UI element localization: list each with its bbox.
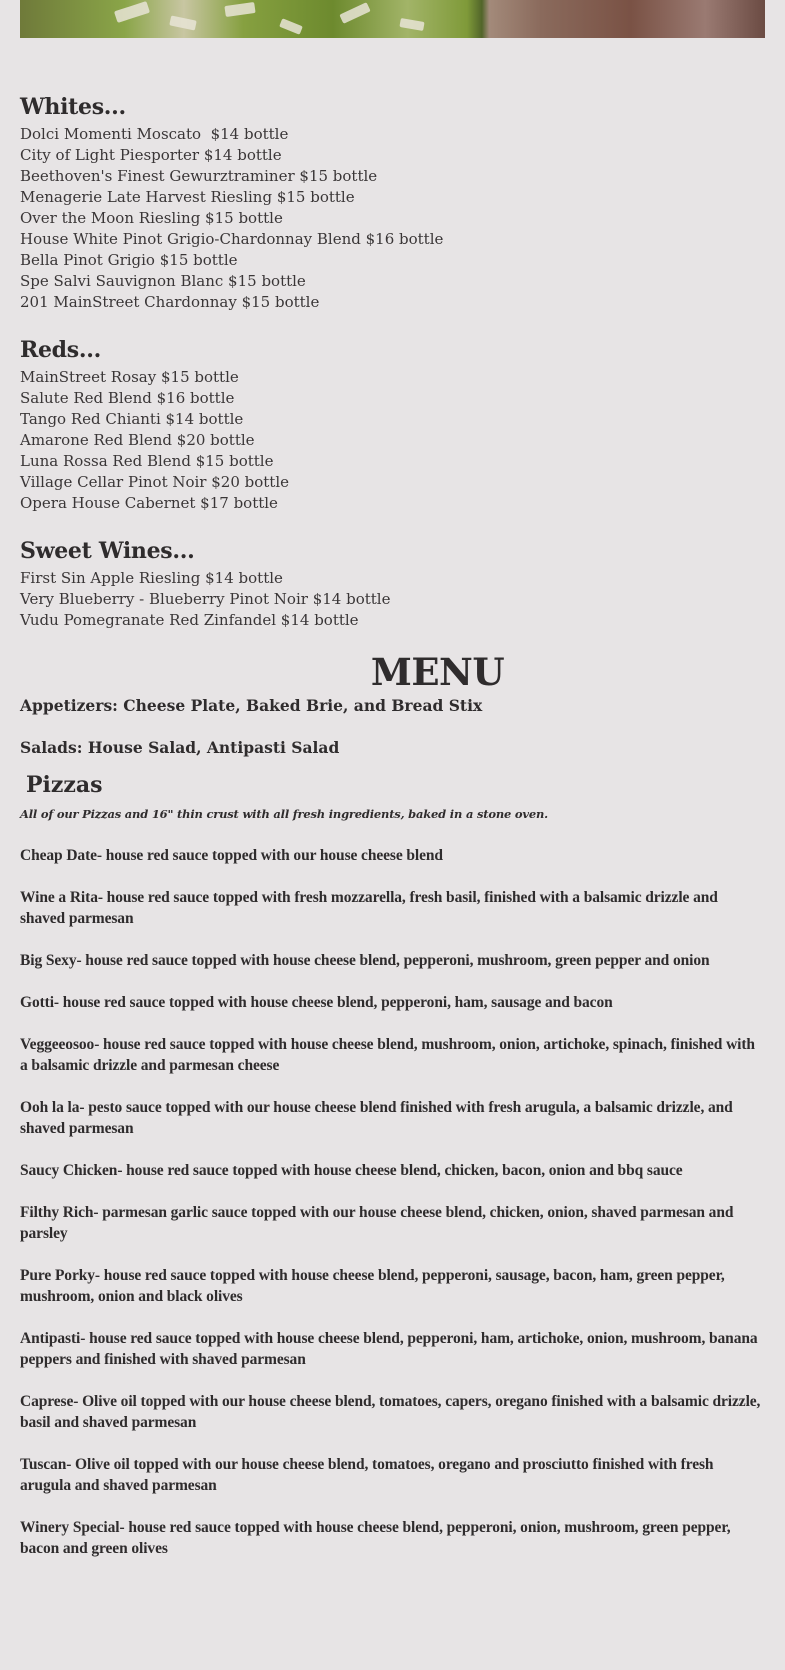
sweet-wines-section [20, 534, 765, 631]
sweet-wines-list [20, 568, 765, 631]
pizza-item: Tuscan- Olive oil topped with our house cheese blend, tomatoes, oregano and prosciutto finished with fresh arugula and shaved parmesan [20, 1456, 714, 1494]
reds-heading: Reds... [20, 337, 101, 363]
pizza-item: Filthy Rich- parmesan garlic sauce topped with our house cheese blend, chicken, onion, shaved parmesan and parsley [20, 1204, 734, 1242]
pizza-item: Pure Porky- house red sauce topped with house cheese blend, pepperoni, sausage, bacon, ham, green pepper, mushroom, onion and black olives [20, 1267, 725, 1305]
whites-section [20, 90, 765, 313]
reds-section [20, 333, 765, 514]
wine-item: Spe Salvi Sauvignon Blanc $15 bottle [20, 272, 306, 290]
wine-item: Salute Red Blend $16 bottle [20, 389, 235, 407]
pizza-list [20, 845, 765, 1559]
wine-item: House White Pinot Grigio-Chardonnay Blend $16 bottle [20, 230, 444, 248]
wine-item: Village Cellar Pinot Noir $20 bottle [20, 473, 290, 491]
wine-item: Over the Moon Riesling $15 bottle [20, 209, 283, 227]
wine-item: Very Blueberry - Blueberry Pinot Noir $14 bottle [20, 590, 391, 608]
pizza-item: Antipasti- house red sauce topped with house cheese blend, pepperoni, ham, artichoke, onion, mushroom, banana peppers and finished with shaved parmesan [20, 1330, 758, 1368]
wine-item: Vudu Pomegranate Red Zinfandel $14 bottle [20, 611, 359, 629]
reds-list [20, 367, 765, 514]
appetizers-line: Appetizers: Cheese Plate, Baked Brie, and Bread Stix [20, 696, 483, 715]
pizza-item: Caprese- Olive oil topped with our house cheese blend, tomatoes, capers, oregano finished with a balsamic drizzle, basil and shaved parmesan [20, 1393, 761, 1431]
pizza-item: Cheap Date- house red sauce topped with our house cheese blend [20, 847, 443, 864]
wine-item: Beethoven's Finest Gewurztraminer $15 bottle [20, 167, 378, 185]
wine-item: MainStreet Rosay $15 bottle [20, 368, 239, 386]
pizza-item: Big Sexy- house red sauce topped with house cheese blend, pepperoni, mushroom, green pepper and onion [20, 952, 710, 969]
pizzas-heading: Pizzas [26, 772, 103, 798]
pizza-item: Winery Special- house red sauce topped with house cheese blend, pepperoni, onion, mushroom, green pepper, bacon and green olives [20, 1519, 731, 1557]
hero-image [20, 0, 765, 38]
wine-item: Opera House Cabernet $17 bottle [20, 494, 278, 512]
whites-list [20, 124, 765, 313]
wine-item: First Sin Apple Riesling $14 bottle [20, 569, 283, 587]
pizza-item: Wine a Rita- house red sauce topped with fresh mozzarella, fresh basil, finished with a balsamic drizzle and shaved parmesan [20, 889, 718, 927]
wine-item: Dolci Momenti Moscato $14 bottle [20, 125, 289, 143]
pizza-item: Veggeeosoo- house red sauce topped with house cheese blend, mushroom, onion, artichoke, spinach, finished with a balsamic drizzle and parmesan cheese [20, 1036, 755, 1074]
wine-item: City of Light Piesporter $14 bottle [20, 146, 282, 164]
salads-line: Salads: House Salad, Antipasti Salad [20, 738, 340, 757]
pizzas-note: All of our Pizzas and 16" thin crust with all fresh ingredients, baked in a stone oven. [20, 807, 548, 821]
wine-item: Menagerie Late Harvest Riesling $15 bottle [20, 188, 355, 206]
pizza-item: Saucy Chicken- house red sauce topped with house cheese blend, chicken, bacon, onion and bbq sauce [20, 1162, 683, 1179]
wine-item: 201 MainStreet Chardonnay $15 bottle [20, 293, 320, 311]
wine-item: Bella Pinot Grigio $15 bottle [20, 251, 238, 269]
whites-heading: Whites... [20, 94, 126, 120]
menu-content [20, 90, 765, 1580]
pizza-item: Ooh la la- pesto sauce topped with our house cheese blend finished with fresh arugula, a balsamic drizzle, and shaved parmesan [20, 1099, 733, 1137]
wine-item: Tango Red Chianti $14 bottle [20, 410, 244, 428]
pizza-item: Gotti- house red sauce topped with house cheese blend, pepperoni, ham, sausage and bacon [20, 994, 613, 1011]
wine-item: Amarone Red Blend $20 bottle [20, 431, 255, 449]
sweet-wines-heading: Sweet Wines... [20, 538, 195, 564]
wine-item: Luna Rossa Red Blend $15 bottle [20, 452, 274, 470]
menu-title: MENU [370, 650, 505, 694]
